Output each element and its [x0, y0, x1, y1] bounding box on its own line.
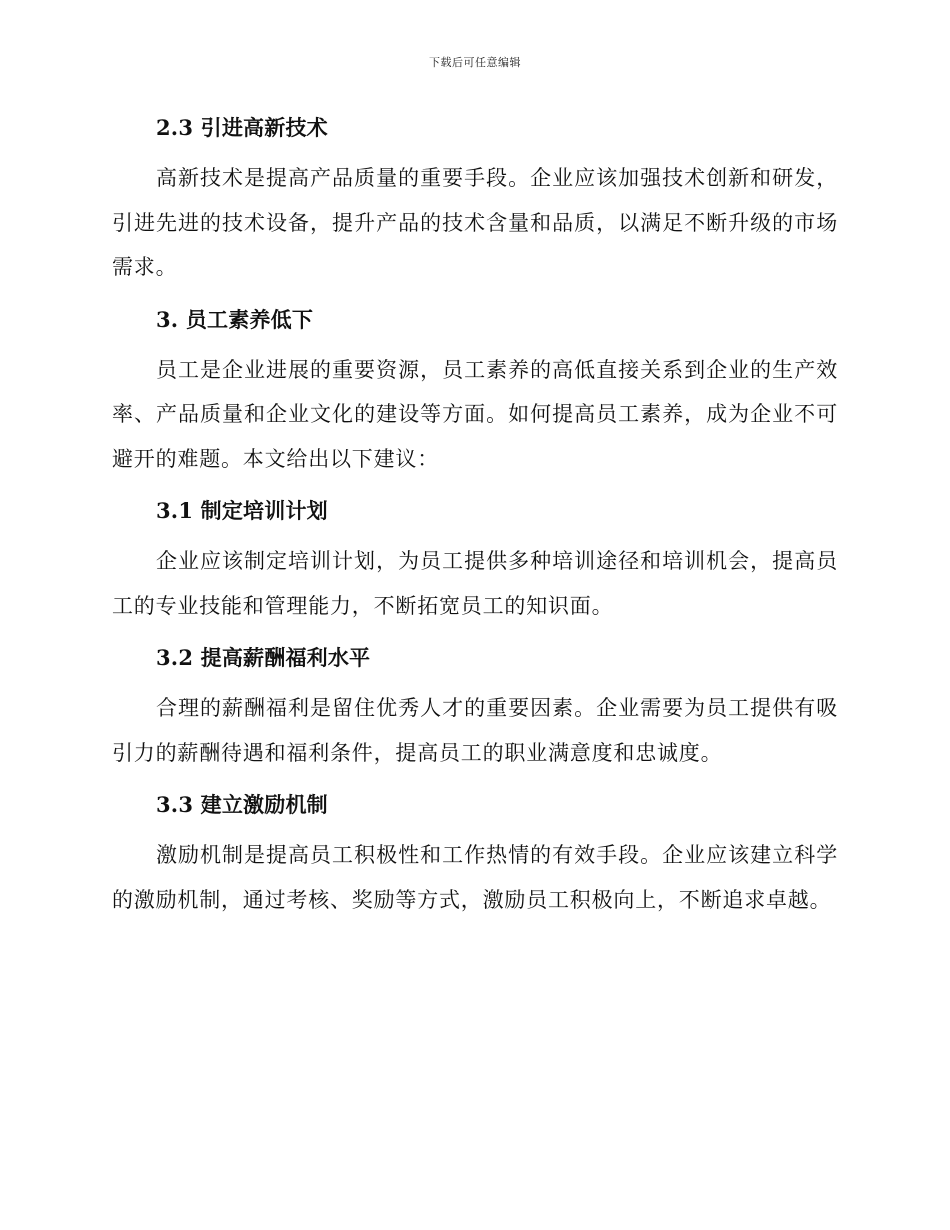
section-paragraph: 企业应该制定培训计划，为员工提供多种培训途径和培训机会，提高员工的专业技能和管理能力，不断拓宽员工的知识面。 — [112, 549, 838, 618]
section-heading: 3.3 建立激励机制 — [156, 792, 328, 817]
section-paragraph: 激励机制是提高员工积极性和工作热情的有效手段。企业应该建立科学的激励机制，通过考核、奖励等方式，激励员工积极向上，不断追求卓越。 — [112, 843, 838, 912]
document-body — [112, 106, 838, 922]
section-heading: 3.1 制定培训计划 — [156, 498, 328, 523]
section-paragraph: 高新技术是提高产品质量的重要手段。企业应该加强技术创新和研发，引进先进的技术设备，提升产品的技术含量和品质，以满足不断升级的市场需求。 — [112, 166, 838, 279]
section-paragraph: 合理的薪酬福利是留住优秀人才的重要因素。企业需要为员工提供有吸引力的薪酬待遇和福利条件，提高员工的职业满意度和忠诚度。 — [112, 696, 838, 765]
section-heading: 3. 员工素养低下 — [156, 306, 314, 332]
page-header: 下载后可任意编辑 — [429, 56, 521, 69]
section-heading: 2.3 引进高新技术 — [156, 115, 328, 140]
section-paragraph: 员工是企业进展的重要资源，员工素养的高低直接关系到企业的生产效率、产品质量和企业文化的建设等方面。如何提高员工素养，成为企业不可避开的难题。本文给出以下建议： — [112, 357, 838, 471]
section-heading: 3.2 提高薪酬福利水平 — [156, 645, 371, 670]
